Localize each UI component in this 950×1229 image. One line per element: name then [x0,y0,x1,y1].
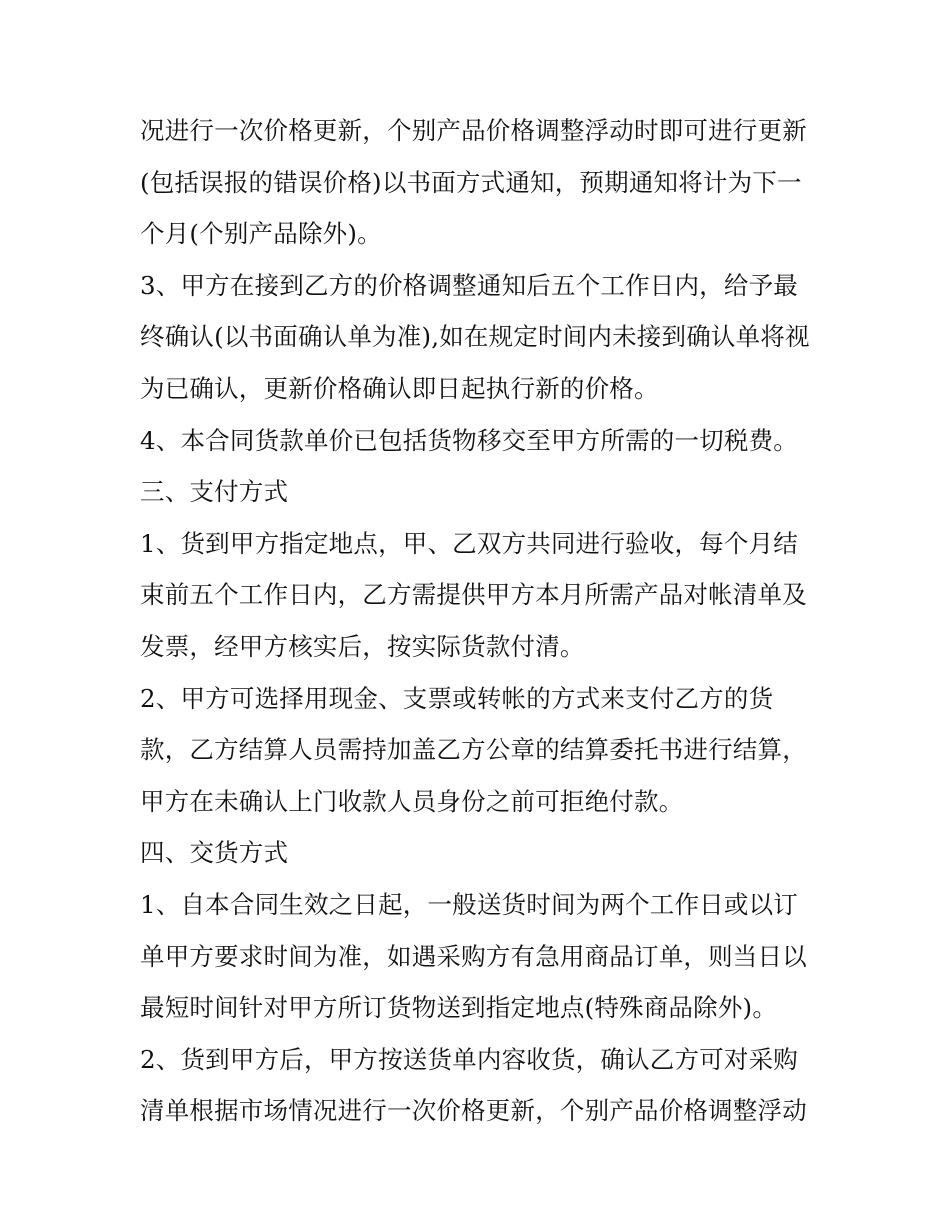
text-line: 3、甲方在接到乙方的价格调整通知后五个工作日内，给予最 [140,270,798,300]
section-heading: 四、交货方式 [140,838,289,868]
document-page [140,105,820,1137]
text-line: 束前五个工作日内，乙方需提供甲方本月所需产品对帐清单及 [140,580,807,610]
text-line: 发票，经甲方核实后，按实际货款付清。 [140,631,585,661]
text-line: 1、货到甲方指定地点，甲、乙双方共同进行验收，每个月结 [140,528,798,558]
text-line: 单甲方要求时间为准，如遇采购方有急用商品订单，则当日以 [140,941,807,971]
text-line: 款，乙方结算人员需持加盖乙方公章的结算委托书进行结算， [140,735,807,765]
section-heading: 三、支付方式 [140,477,289,507]
text-line: 2、甲方可选择用现金、支票或转帐的方式来支付乙方的货 [140,683,774,713]
text-line: 况进行一次价格更新，个别产品价格调整浮动时即可进行更新 [140,116,807,145]
text-line: 甲方在未确认上门收款人员身份之前可拒绝付款。 [140,786,684,816]
text-line: 4、本合同货款单价已包括货物移交至甲方所需的一切税费。 [140,425,798,455]
text-line: 最短时间针对甲方所订货物送到指定地点(特殊商品除外)。 [140,993,778,1023]
text-line: 2、货到甲方后，甲方按送货单内容收货，确认乙方可对采购 [140,1044,798,1074]
text-line: 1、自本合同生效之日起，一般送货时间为两个工作日或以订 [140,889,798,919]
text-line: 个月(个别产品除外)。 [140,219,382,249]
text-line: 终确认(以书面确认单为准),如在规定时间内未接到确认单将视 [140,322,810,352]
text-line: 清单根据市场情况进行一次价格更新，个别产品价格调整浮动 [140,1096,807,1126]
text-line: 为已确认，更新价格确认即日起执行新的价格。 [140,373,659,403]
text-line: (包括误报的错误价格)以书面方式通知，预期通知将计为下一 [140,167,802,197]
